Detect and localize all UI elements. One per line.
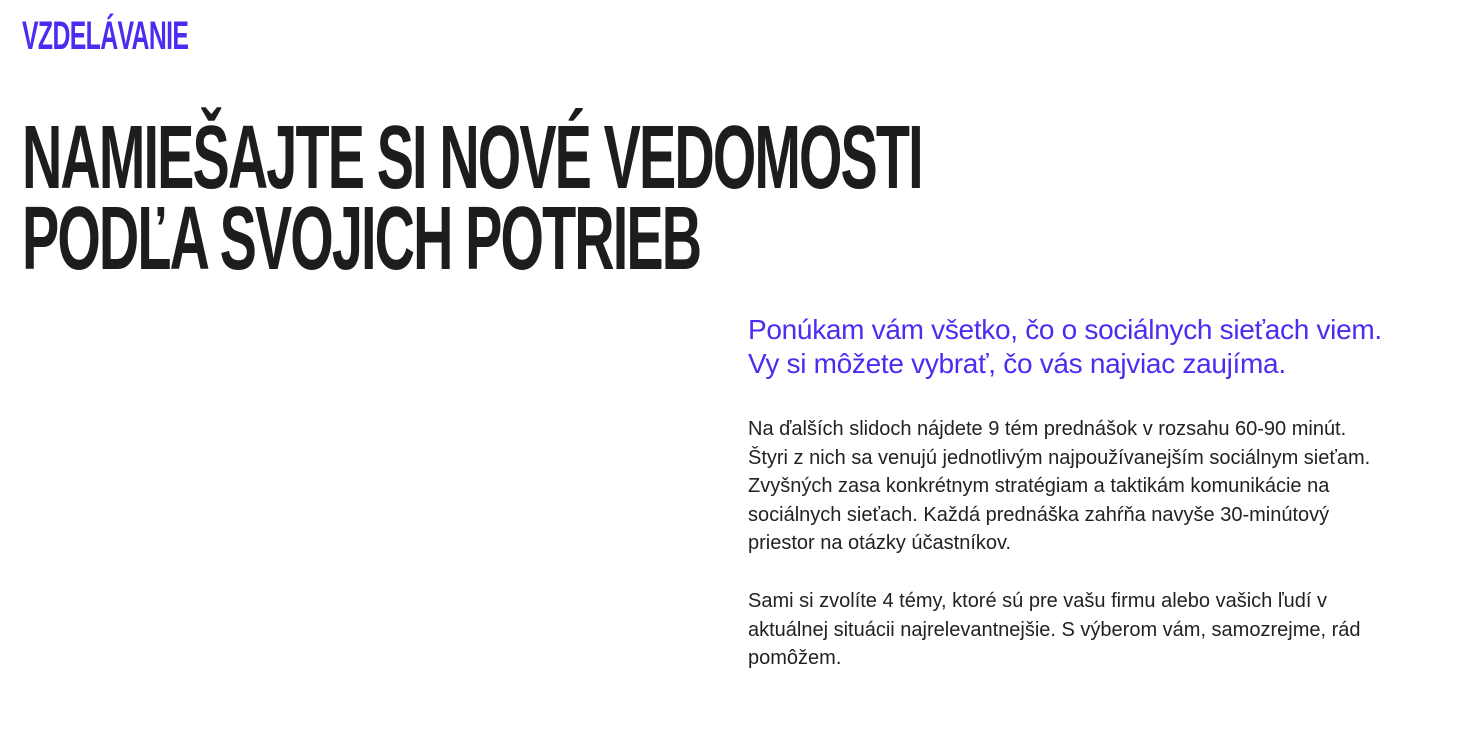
page-title-line-1: NAMIEŠAJTE SI NOVÉ VEDOMOSTI — [22, 108, 922, 208]
lead-text — [748, 313, 1458, 381]
paragraph-line: Sami si zvolíte 4 témy, ktoré sú pre vašu firmu alebo vašich ľudí v — [748, 590, 1328, 612]
lead-line-1: Ponúkam vám všetko, čo o sociálnych sieťach viem. — [748, 314, 1382, 345]
paragraph-line: aktuálnej situácii najrelevantnejšie. S výberom vám, samozrejme, rád — [748, 618, 1361, 641]
paragraph-line: priestor na otázky účastníkov. — [748, 532, 1012, 554]
page-title — [22, 108, 922, 289]
page-title-line-2: PODĽA SVOJICH POTRIEB — [22, 189, 701, 289]
selection-paragraph — [748, 587, 1448, 673]
paragraph-line: sociálnych sieťach. Každá prednáška zahŕňa navyše 30-minútový — [748, 503, 1330, 526]
intro-paragraph — [748, 415, 1448, 558]
paragraph-line: Na ďalších slidoch nájdete 9 tém prednášok v rozsahu 60-90 minút. — [748, 418, 1347, 440]
paragraph-line: pomôžem. — [748, 647, 842, 669]
paragraph-line: Zvyšných zasa konkrétnym stratégiam a taktikám komunikácie na — [748, 475, 1330, 497]
lead-line-2: Vy si môžete vybrať, čo vás najviac zaujíma. — [748, 348, 1286, 379]
section-label: VZDELÁVANIE — [22, 14, 189, 58]
paragraph-line: Štyri z nich sa venujú jednotlivým najpoužívanejším sociálnym sieťam. — [748, 446, 1371, 469]
